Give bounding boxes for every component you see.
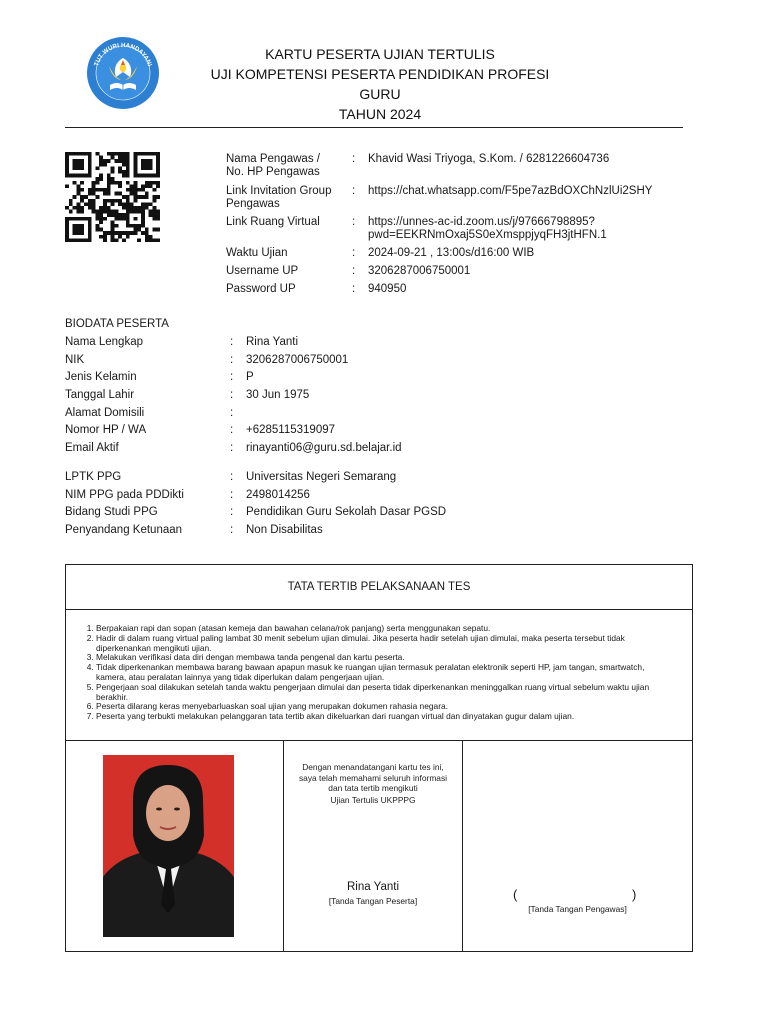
- rule-item: 4. Tidak diperkenankan membawa barang bawaan apapun masuk ke ruangan ujian termasuk peralatan elektronik seperti HP, jam tangan, smartwatch, kamera, atau peralatan lainnya yang tidak diperlukan dalam pengerjaan ujian.: [96, 663, 672, 683]
- paren-close: ): [632, 887, 637, 902]
- bio-label: Alamat Domisili: [65, 406, 145, 419]
- bio-value: Rina Yanti: [246, 336, 298, 348]
- header-divider: [65, 127, 683, 128]
- participant-signature-cell: [284, 741, 463, 951]
- bio-value: 30 Jun 1975: [246, 389, 310, 402]
- info-label: Link Ruang Virtual: [226, 216, 320, 228]
- info-row-password: Password UP : 940950: [226, 283, 686, 301]
- participant-photo: [103, 755, 234, 937]
- bio-row-email: Email Aktif : rinayanti06@guru.sd.belajar.id: [65, 440, 685, 458]
- whatsapp-group-link[interactable]: https://chat.whatsapp.com/F5pe7azBdOXChNzlUi2SHY: [368, 185, 653, 197]
- bio-value: Universitas Negeri Semarang: [246, 470, 397, 483]
- rule-item: 6. Peserta dilarang keras menyebarluaskan soal ujian yang merupakan dokumen rahasia negara.: [96, 702, 672, 712]
- info-row-group-link: Link Invitation Group Pengawas : https://chat.whatsapp.com/F5pe7azBdOXChNzlUi2SHY: [226, 185, 686, 216]
- info-value-pengawas: Khavid Wasi Triyoga, S.Kom. / 6281226604736: [368, 153, 610, 165]
- bio-value: P: [246, 371, 254, 384]
- bio-row-nik: NIK : 3206287006750001: [65, 352, 685, 370]
- bio-label: NIK: [65, 353, 85, 366]
- bio-value: +6285115319097: [246, 424, 336, 437]
- title-line-1: KARTU PESERTA UJIAN TERTULIS: [265, 46, 495, 62]
- bio-row-phone: Nomor HP / WA : +6285115319097: [65, 422, 685, 440]
- rules-title: TATA TERTIB PELAKSANAAN TES: [66, 565, 692, 610]
- title-line-3: TAHUN 2024: [338, 106, 422, 122]
- logo-text: TUT WURI HANDAYANI: [93, 41, 154, 68]
- paren-open: (: [513, 887, 518, 902]
- bio-row-gender: Jenis Kelamin : P: [65, 369, 685, 387]
- card-title: [200, 44, 560, 124]
- info-row-exam-time: Waktu Ujian : 2024-09-21 , 13:00s/d16:00 WIB: [226, 247, 686, 265]
- biodata-heading: BIODATA PESERTA: [65, 318, 169, 330]
- bio-label: NIM PPG pada PDDikti: [65, 488, 184, 501]
- exam-info-table: [226, 153, 686, 301]
- info-row-pengawas: Nama Pengawas / No. HP Pengawas : Khavid Wasi Triyoga, S.Kom. / 6281226604736: [226, 153, 686, 185]
- bio-row-name: Nama Lengkap : Rina Yanti: [65, 334, 685, 352]
- info-label: Waktu Ujian: [226, 247, 288, 259]
- info-label: Password UP: [226, 283, 296, 295]
- info-label: Nama Pengawas /: [226, 153, 320, 165]
- bio-value: Pendidikan Guru Sekolah Dasar PGSD: [246, 506, 447, 519]
- qr-code: [65, 152, 160, 242]
- bio-label: Penyandang Ketunaan: [65, 523, 183, 536]
- info-label: Link Invitation Group: [226, 185, 332, 197]
- participant-signer-name: Rina Yanti: [347, 881, 399, 893]
- bio-label: Jenis Kelamin: [65, 371, 137, 384]
- rule-item: 2. Hadir di dalam ruang virtual paling lambat 30 menit sebelum ujian dimulai. Jika peserta hadir setelah ujian dimulai, maka peserta tersebut tidak diperkenankan mengikuti ujian.: [96, 634, 672, 654]
- bio-value: Non Disabilitas: [246, 523, 323, 536]
- rule-item: 3. Melakukan verifikasi data diri dengan membawa tanda pengenal dan kartu peserta.: [96, 653, 672, 663]
- rule-item: 1. Berpakaian rapi dan sopan (atasan kemeja dan bawahan celana/rok panjang) serta menggunakan sepatu.: [96, 624, 672, 634]
- bio-row-disability: Penyandang Ketunaan : Non Disabilitas: [65, 522, 685, 540]
- bio-label: Email Aktif: [65, 442, 119, 455]
- photo-cell: [66, 741, 284, 951]
- bio-value: rinayanti06@guru.sd.belajar.id: [246, 442, 402, 455]
- bio-value: [246, 405, 685, 423]
- participant-signature-caption: [Tanda Tangan Peserta]: [328, 896, 418, 906]
- bio-row-lptk: LPTK PPG : Universitas Negeri Semarang: [65, 469, 685, 487]
- signature-statement: [298, 762, 448, 805]
- signature-row: [66, 741, 692, 951]
- bio-label: Nama Lengkap: [65, 336, 143, 348]
- bio-label: Nomor HP / WA: [65, 424, 147, 437]
- statement-text: Dengan menandatangani kartu tes ini, saya telah memahami seluruh informasi dan tata tertib mengikuti: [298, 762, 448, 793]
- info-label: No. HP Pengawas: [226, 165, 320, 178]
- bio-label: LPTK PPG: [65, 470, 122, 483]
- info-label: Username UP: [226, 265, 299, 277]
- info-row-virtual-room: Link Ruang Virtual : https://unnes-ac-id.zoom.us/j/97666798895? pwd=EEKRNmOxaj5S0eXmsppjyqFH3jtHFN.1: [226, 216, 686, 247]
- zoom-link-line-1: https://unnes-ac-id.zoom.us/j/97666798895?: [368, 216, 595, 228]
- bio-row-address: Alamat Domisili :: [65, 405, 685, 423]
- rule-item: 7. Peserta yang terbukti melakukan pelanggaran tata tertib akan dikeluarkan dari ruangan virtual dan dinyatakan gugur dalam ujian.: [96, 712, 672, 722]
- username-value: 3206287006750001: [368, 265, 471, 277]
- tut-wuri-handayani-logo: [83, 36, 163, 110]
- participant-biodata: [65, 317, 685, 540]
- bio-label: Bidang Studi PPG: [65, 506, 158, 519]
- statement-exam-name: Ujian Tertulis UKPPPG: [330, 794, 416, 805]
- info-label: Pengawas: [226, 197, 280, 210]
- zoom-link-line-2: pwd=EEKRNmOxaj5S0eXmsppjyqFH3jtHFN.1: [368, 228, 607, 241]
- bio-row-field: Bidang Studi PPG : Pendidikan Guru Sekolah Dasar PGSD: [65, 504, 685, 522]
- bio-value: 2498014256: [246, 488, 310, 501]
- bio-row-nim: NIM PPG pada PDDikti : 2498014256: [65, 487, 685, 505]
- pengawas-signature-cell: [463, 741, 692, 951]
- info-row-username: Username UP : 3206287006750001: [226, 265, 686, 283]
- rules-and-signature-box: [65, 564, 693, 952]
- bio-label: Tanggal Lahir: [65, 389, 135, 402]
- rules-list: [66, 610, 692, 741]
- bio-row-birthdate: Tanggal Lahir : 30 Jun 1975: [65, 387, 685, 405]
- bio-value: 3206287006750001: [246, 353, 349, 366]
- exam-time-value: 2024-09-21 , 13:00s/d16:00 WIB: [368, 247, 535, 259]
- title-line-2: UJI KOMPETENSI PESERTA PENDIDIKAN PROFESI GURU: [210, 66, 550, 102]
- password-value: 940950: [368, 283, 407, 295]
- pengawas-signature-caption: [Tanda Tangan Pengawas]: [528, 904, 627, 914]
- rule-item: 5. Pengerjaan soal dilakukan setelah tanda waktu pengerjaan dimulai dan peserta tidak diperkenankan meninggalkan ruang virtual sebelum waktu ujian berakhir.: [96, 683, 672, 703]
- zoom-room-link[interactable]: [368, 216, 686, 247]
